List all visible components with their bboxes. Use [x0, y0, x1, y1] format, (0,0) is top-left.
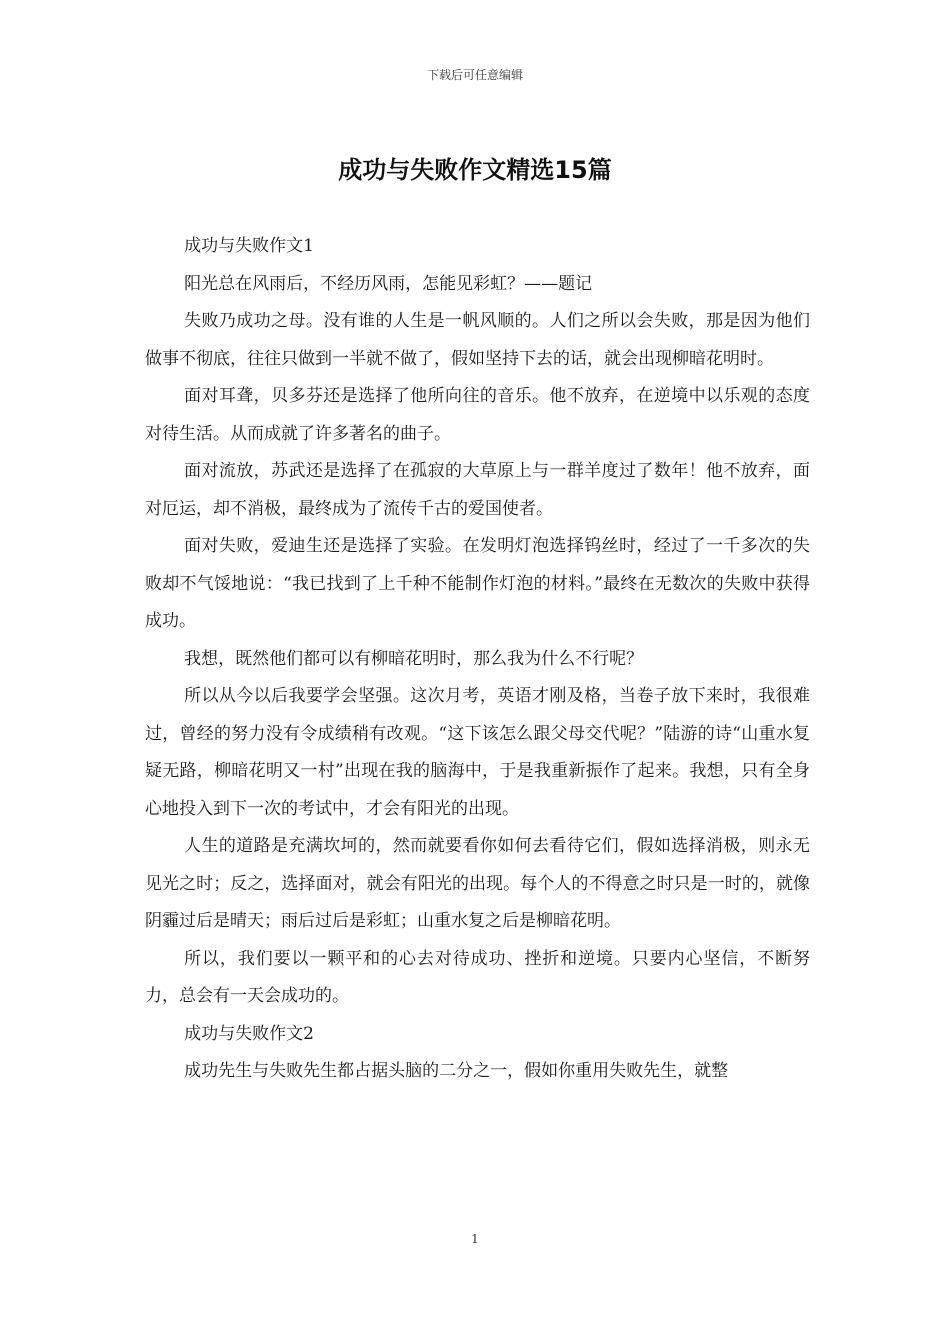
document-title: 成功与失败作文精选15篇: [338, 156, 612, 184]
page-number: 1: [471, 1232, 479, 1246]
paragraph: 所以，我们要以一颗平和的心去对待成功、挫折和逆境。只要内心坚信，不断努力，总会有一天会成功的。: [145, 948, 810, 1006]
paragraph: 成功先生与失败先生都占据头脑的二分之一，假如你重用失败先生，就整: [184, 1061, 729, 1081]
section-heading-2: 成功与失败作文2: [184, 1023, 314, 1044]
paragraph: 面对流放，苏武还是选择了在孤寂的大草原上与一群羊度过了数年！他不放弃，面对厄运，却不消极，最终成为了流传千古的爱国使者。: [145, 461, 810, 519]
page-header-note: 下载后可任意编辑: [426, 68, 523, 82]
paragraph: 我想，既然他们都可以有柳暗花明时，那么我为什么不行呢？: [184, 648, 644, 669]
document-body: [145, 228, 810, 1091]
paragraph: 所以从今以后我要学会坚强。这次月考，英语才刚及格，当卷子放下来时，我很难过，曾经的努力没有令成绩稍有改观。“这下该怎么跟父母交代呢？”陆游的诗“山重水复疑无路，柳暗花明又一村”出现在我的脑海中，于是我重新振作了起来。我想，只有全身心地投入到下一次的考试中，才会有阳光的出现。: [145, 686, 810, 819]
paragraph: 失败乃成功之母。没有谁的人生是一帆风顺的。人们之所以会失败，那是因为他们做事不彻底，往往只做到一半就不做了，假如坚持下去的话，就会出现柳暗花明时。: [145, 311, 810, 369]
section-heading-1: 成功与失败作文1: [184, 236, 314, 256]
paragraph: 人生的道路是充满坎坷的，然而就要看你如何去看待它们，假如选择消极，则永无见光之时；反之，选择面对，就会有阳光的出现。每个人的不得意之时只是一时的，就像阴霾过后是晴天；雨后过后是彩虹；山重水复之后是柳暗花明。: [145, 836, 810, 931]
paragraph: 面对失败，爱迪生还是选择了实验。在发明灯泡选择钨丝时，经过了一千多次的失败却不气馁地说：“我已找到了上千种不能制作灯泡的材料。”最终在无数次的失败中获得成功。: [145, 536, 810, 631]
epigraph: 阳光总在风雨后，不经历风雨，怎能见彩虹？——题记: [184, 273, 593, 294]
paragraph: 面对耳聋，贝多芬还是选择了他所向往的音乐。他不放弃，在逆境中以乐观的态度对待生活。从而成就了许多著名的曲子。: [145, 386, 810, 444]
